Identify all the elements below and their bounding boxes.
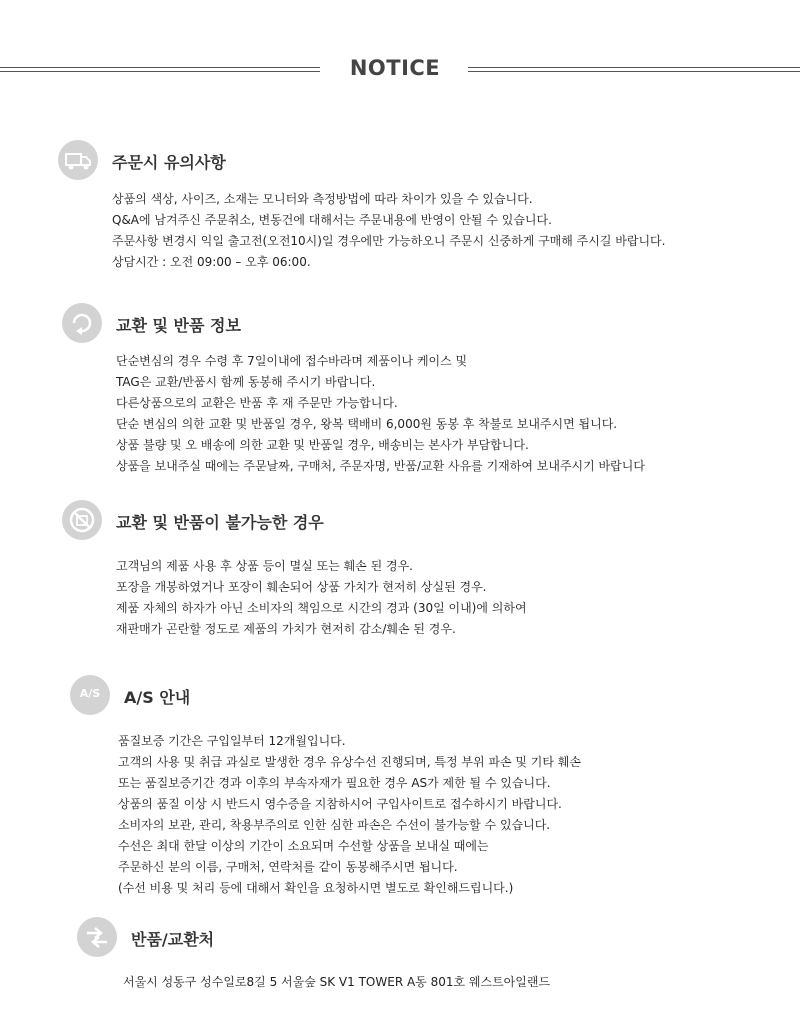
body-line: 품질보증 기간은 구입일부터 12개월입니다.	[118, 734, 346, 748]
body-line: 상품 불량 및 오 배송에 의한 교환 및 반품일 경우, 배송비는 본사가 부담합니다.	[116, 438, 529, 452]
body-line: 다른상품으로의 교환은 반품 후 재 주문만 가능합니다.	[116, 396, 398, 410]
section-body	[112, 189, 665, 273]
body-line: 고객님의 제품 사용 후 상품 등이 멸실 또는 훼손 된 경우.	[116, 559, 413, 573]
notice-title: NOTICE	[349, 56, 441, 80]
section-body	[123, 972, 550, 993]
header-rule-left	[0, 67, 320, 72]
header-rule-right	[468, 67, 800, 72]
body-line: 상품을 보내주실 때에는 주문날짜, 구매처, 주문자명, 반품/교환 사유를 기재하여 보내주시기 바랍니다	[116, 459, 645, 473]
body-line: 또는 품질보증기간 경과 이후의 부속자재가 필요한 경우 AS가 제한 될 수 있습니다.	[118, 776, 551, 790]
body-line: 재판매가 곤란할 정도로 제품의 가치가 현저히 감소/훼손 된 경우.	[116, 622, 456, 636]
return-arrows-icon	[77, 917, 117, 957]
section-title: 교환 및 반품 정보	[116, 316, 241, 335]
as-text-icon	[70, 675, 110, 715]
body-line: 제품 자체의 하자가 아닌 소비자의 책임으로 시간의 경과 (30일 이내)에 의하여	[116, 601, 527, 615]
body-line: 고객의 사용 및 취급 과실로 발생한 경우 유상수선 진행되며, 특정 부위 파손 및 기타 훼손	[118, 755, 581, 769]
body-line: 상담시간 : 오전 09:00 – 오후 06:00.	[112, 255, 311, 269]
body-line: 단순변심의 경우 수령 후 7일이내에 접수바라며 제품이나 케이스 및	[116, 354, 468, 368]
body-line: 상품의 품질 이상 시 반드시 영수증을 지참하시어 구입사이트로 접수하시기 바랍니다.	[118, 797, 562, 811]
body-line: 단순 변심의 의한 교환 및 반품일 경우, 왕복 택배비 6,000원 동봉 후 착불로 보내주시면 됩니다.	[116, 417, 618, 431]
body-line: 수선은 최대 한달 이상의 기간이 소요되며 수선할 상품을 보내실 때에는	[118, 839, 489, 853]
body-line: 서울시 성동구 성수일로8길 5 서울숲 SK V1 TOWER A동 801호 웨스트아일랜드	[123, 975, 551, 989]
body-line: 포장을 개봉하였거나 포장이 훼손되어 상품 가치가 현저히 상실된 경우.	[116, 580, 487, 594]
section-body	[118, 731, 581, 899]
body-line: 소비자의 보관, 관리, 착용부주의로 인한 심한 파손은 수선이 불가능할 수 있습니다.	[118, 818, 551, 832]
prohibited-box-icon	[62, 500, 102, 540]
body-line: 주문사항 변경시 익일 출고전(오전10시)일 경우에만 가능하오니 주문시 신중하게 구매해 주시길 바랍니다.	[112, 234, 666, 248]
as-icon-label: A/S	[79, 687, 101, 700]
section-title: 주문시 유의사항	[112, 153, 226, 172]
section-body	[116, 351, 645, 477]
body-line: TAG은 교환/반품시 함께 동봉해 주시기 바랍니다.	[116, 375, 376, 389]
section-title: A/S 안내	[124, 688, 191, 707]
body-line: (수선 비용 및 처리 등에 대해서 확인을 요청하시면 별도로 확인해드립니다.)	[118, 881, 514, 895]
section-body	[116, 556, 527, 640]
section-title: 반품/교환처	[131, 930, 215, 949]
section-title: 교환 및 반품이 불가능한 경우	[116, 513, 324, 532]
delivery-truck-icon	[58, 140, 98, 180]
body-line: Q&A에 남겨주신 주문취소, 변동건에 대해서는 주문내용에 반영이 안될 수 있습니다.	[112, 213, 552, 227]
body-line: 상품의 색상, 사이즈, 소재는 모니터와 측정방법에 따라 차이가 있을 수 있습니다.	[112, 192, 533, 206]
body-line: 주문하신 분의 이름, 구매처, 연락처를 같이 동봉해주시면 됩니다.	[118, 860, 458, 874]
exchange-cycle-icon	[62, 303, 102, 343]
notice-header	[0, 50, 800, 90]
